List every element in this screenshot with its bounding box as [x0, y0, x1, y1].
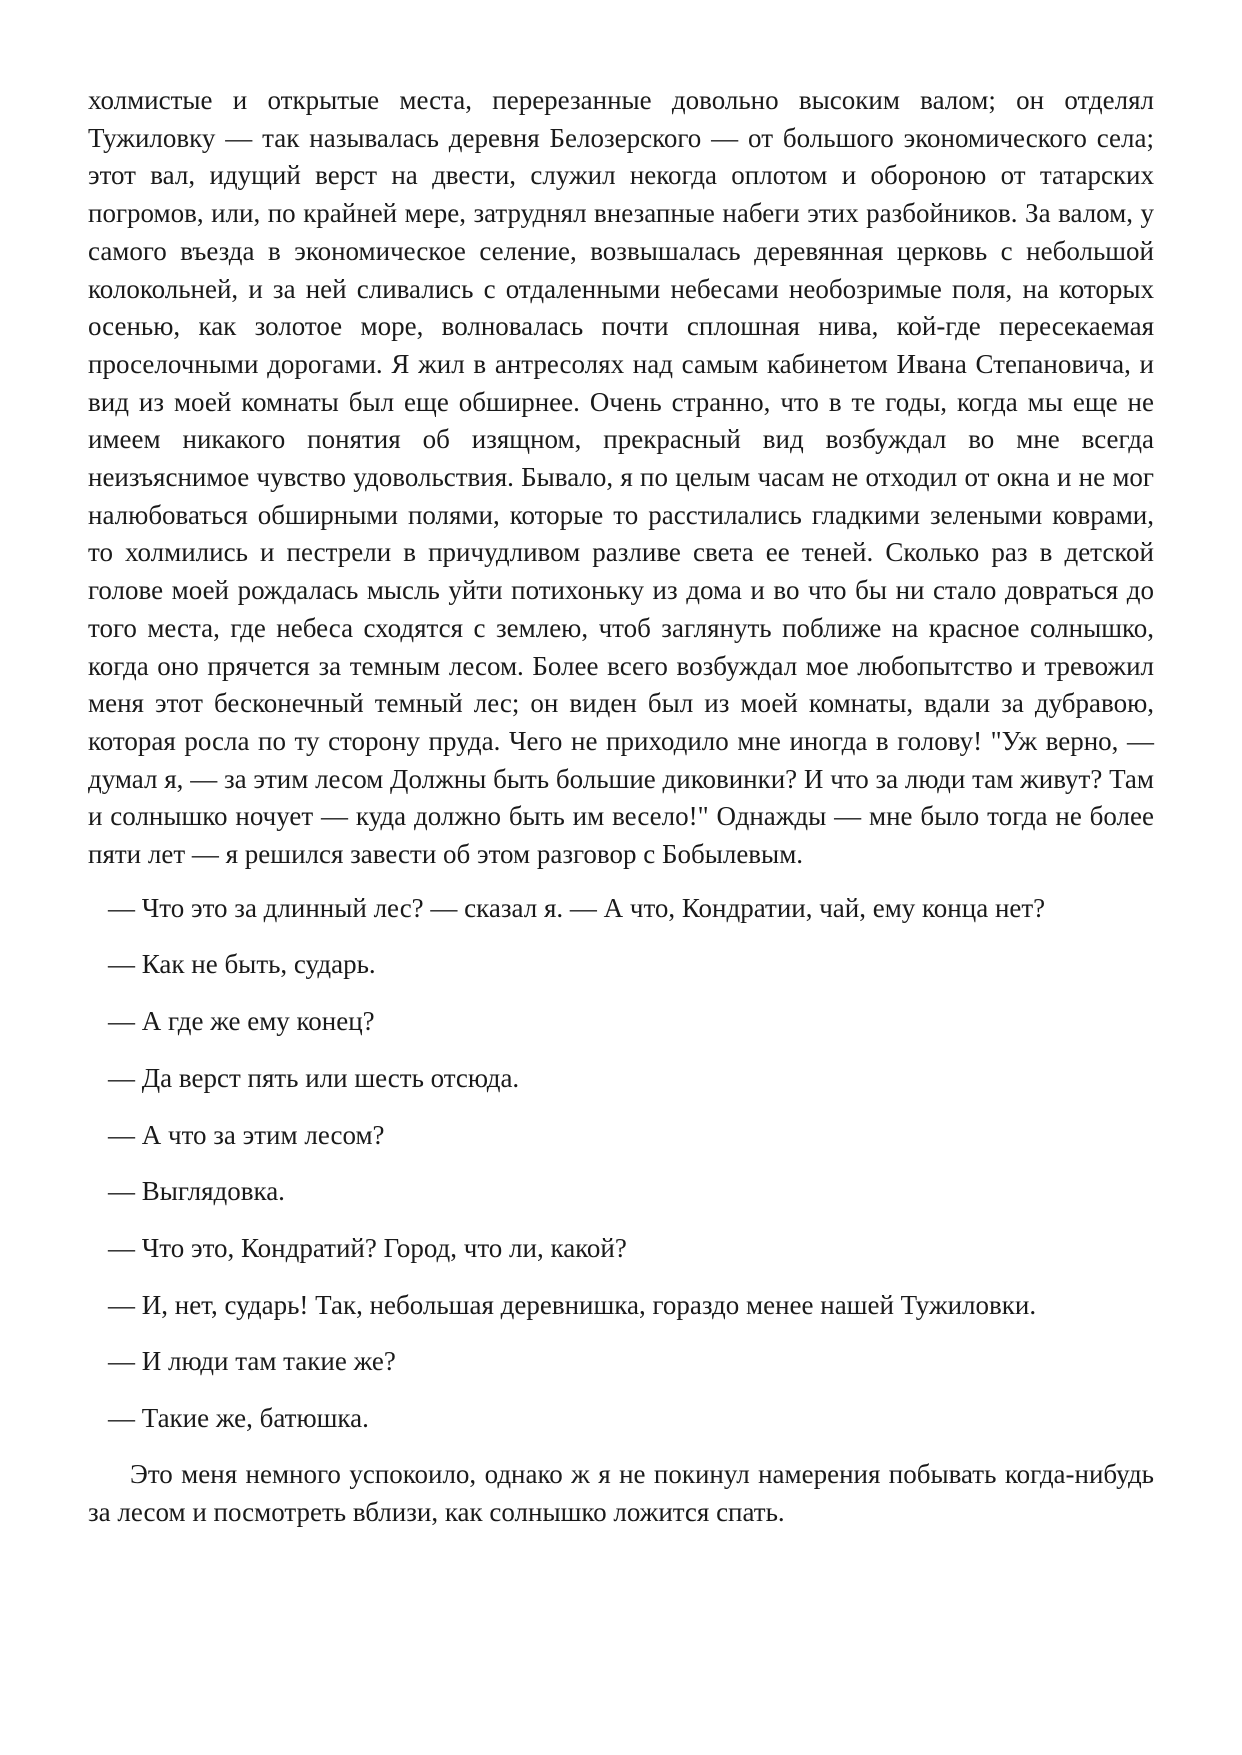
dialogue-line: — Как не быть, сударь.: [108, 949, 376, 980]
dialogue-line: — А что за этим лесом?: [108, 1119, 385, 1150]
dialogue-line: — И люди там такие же?: [108, 1346, 396, 1377]
dialogue-line: — Что это за длинный лес? — сказал я. — А что, Кондратии, чай, ему конца нет?: [108, 892, 1046, 923]
dialogue-line: — Такие же, батюшка.: [108, 1403, 369, 1434]
dialogue-line: — Да верст пять или шесть отсюда.: [108, 1062, 520, 1093]
final-paragraph: Это меня немного успокоило, однако ж я не покинул намерения побывать когда-нибудь за лесом и посмотреть вблизи, как солнышко ложится спать.: [88, 1458, 1154, 1527]
main-paragraph: холмистые и открытые места, перерезанные довольно высоким валом; он отделял Тужиловку — так называлась деревня Белозерского — от большого экономического села; этот вал, идущий верст на двести, служил некогда оплотом и обороною от татарских погромов, или, по крайней мере, затруднял внезапные набеги этих разбойников. За валом, у самого въезда в экономическое селение, возвышалась деревянная церковь с небольшой колокольней, и за ней сливались с отдаленными небесами необозримые поля, на которых осенью, как золотое море, волновалась почти сплошная нива, кой-где пересекаемая проселочными дорогами. Я жил в антресолях над самым кабинетом Ивана Степановича, и вид из моей комнаты был еще обширнее. Очень странно, что в те годы, когда мы еще не имеем никакого понятия об изящном, прекрасный вид возбуждал во мне всегда неизъяснимое чувство удовольствия. Бывало, я по целым часам не отходил от окна и не мог налюбоваться обширными полями, которые то расстилались гладкими зелеными коврами, то холмились и пестрели в причудливом разливе света ее теней. Сколько раз в детской голове моей рождалась мысль уйти потихоньку из дома и во что бы ни стало довраться до того места, где небеса сходятся с землею, чтоб заглянуть поближе на красное солнышко, когда оно прячется за темным лесом. Более всего возбуждал мое любопытство и тревожил меня этот бесконечный темный лес; он виден был из моей комнаты, вдали за дубравою, которая росла по ту сторону пруда. Чего не приходило мне иногда в голову! "Уж верно, — думал я, — за этим лесом Должны быть большие диковинки? И что за люди там живут? Там и солнышко ночует — куда должно быть им весело!" Однажды — мне было тогда не более пяти лет — я решился завести об этом разговор с Бобылевым.: [88, 85, 1154, 870]
dialogue-block: [88, 890, 1154, 1438]
dialogue-line: — А где же ему конец?: [108, 1006, 375, 1037]
document-page: [88, 82, 1154, 1531]
dialogue-line: — Выглядовка.: [108, 1176, 285, 1207]
dialogue-line: — И, нет, сударь! Так, небольшая деревнишка, гораздо менее нашей Тужиловки.: [108, 1289, 1037, 1320]
dialogue-line: — Что это, Кондратий? Город, что ли, какой?: [108, 1232, 627, 1263]
